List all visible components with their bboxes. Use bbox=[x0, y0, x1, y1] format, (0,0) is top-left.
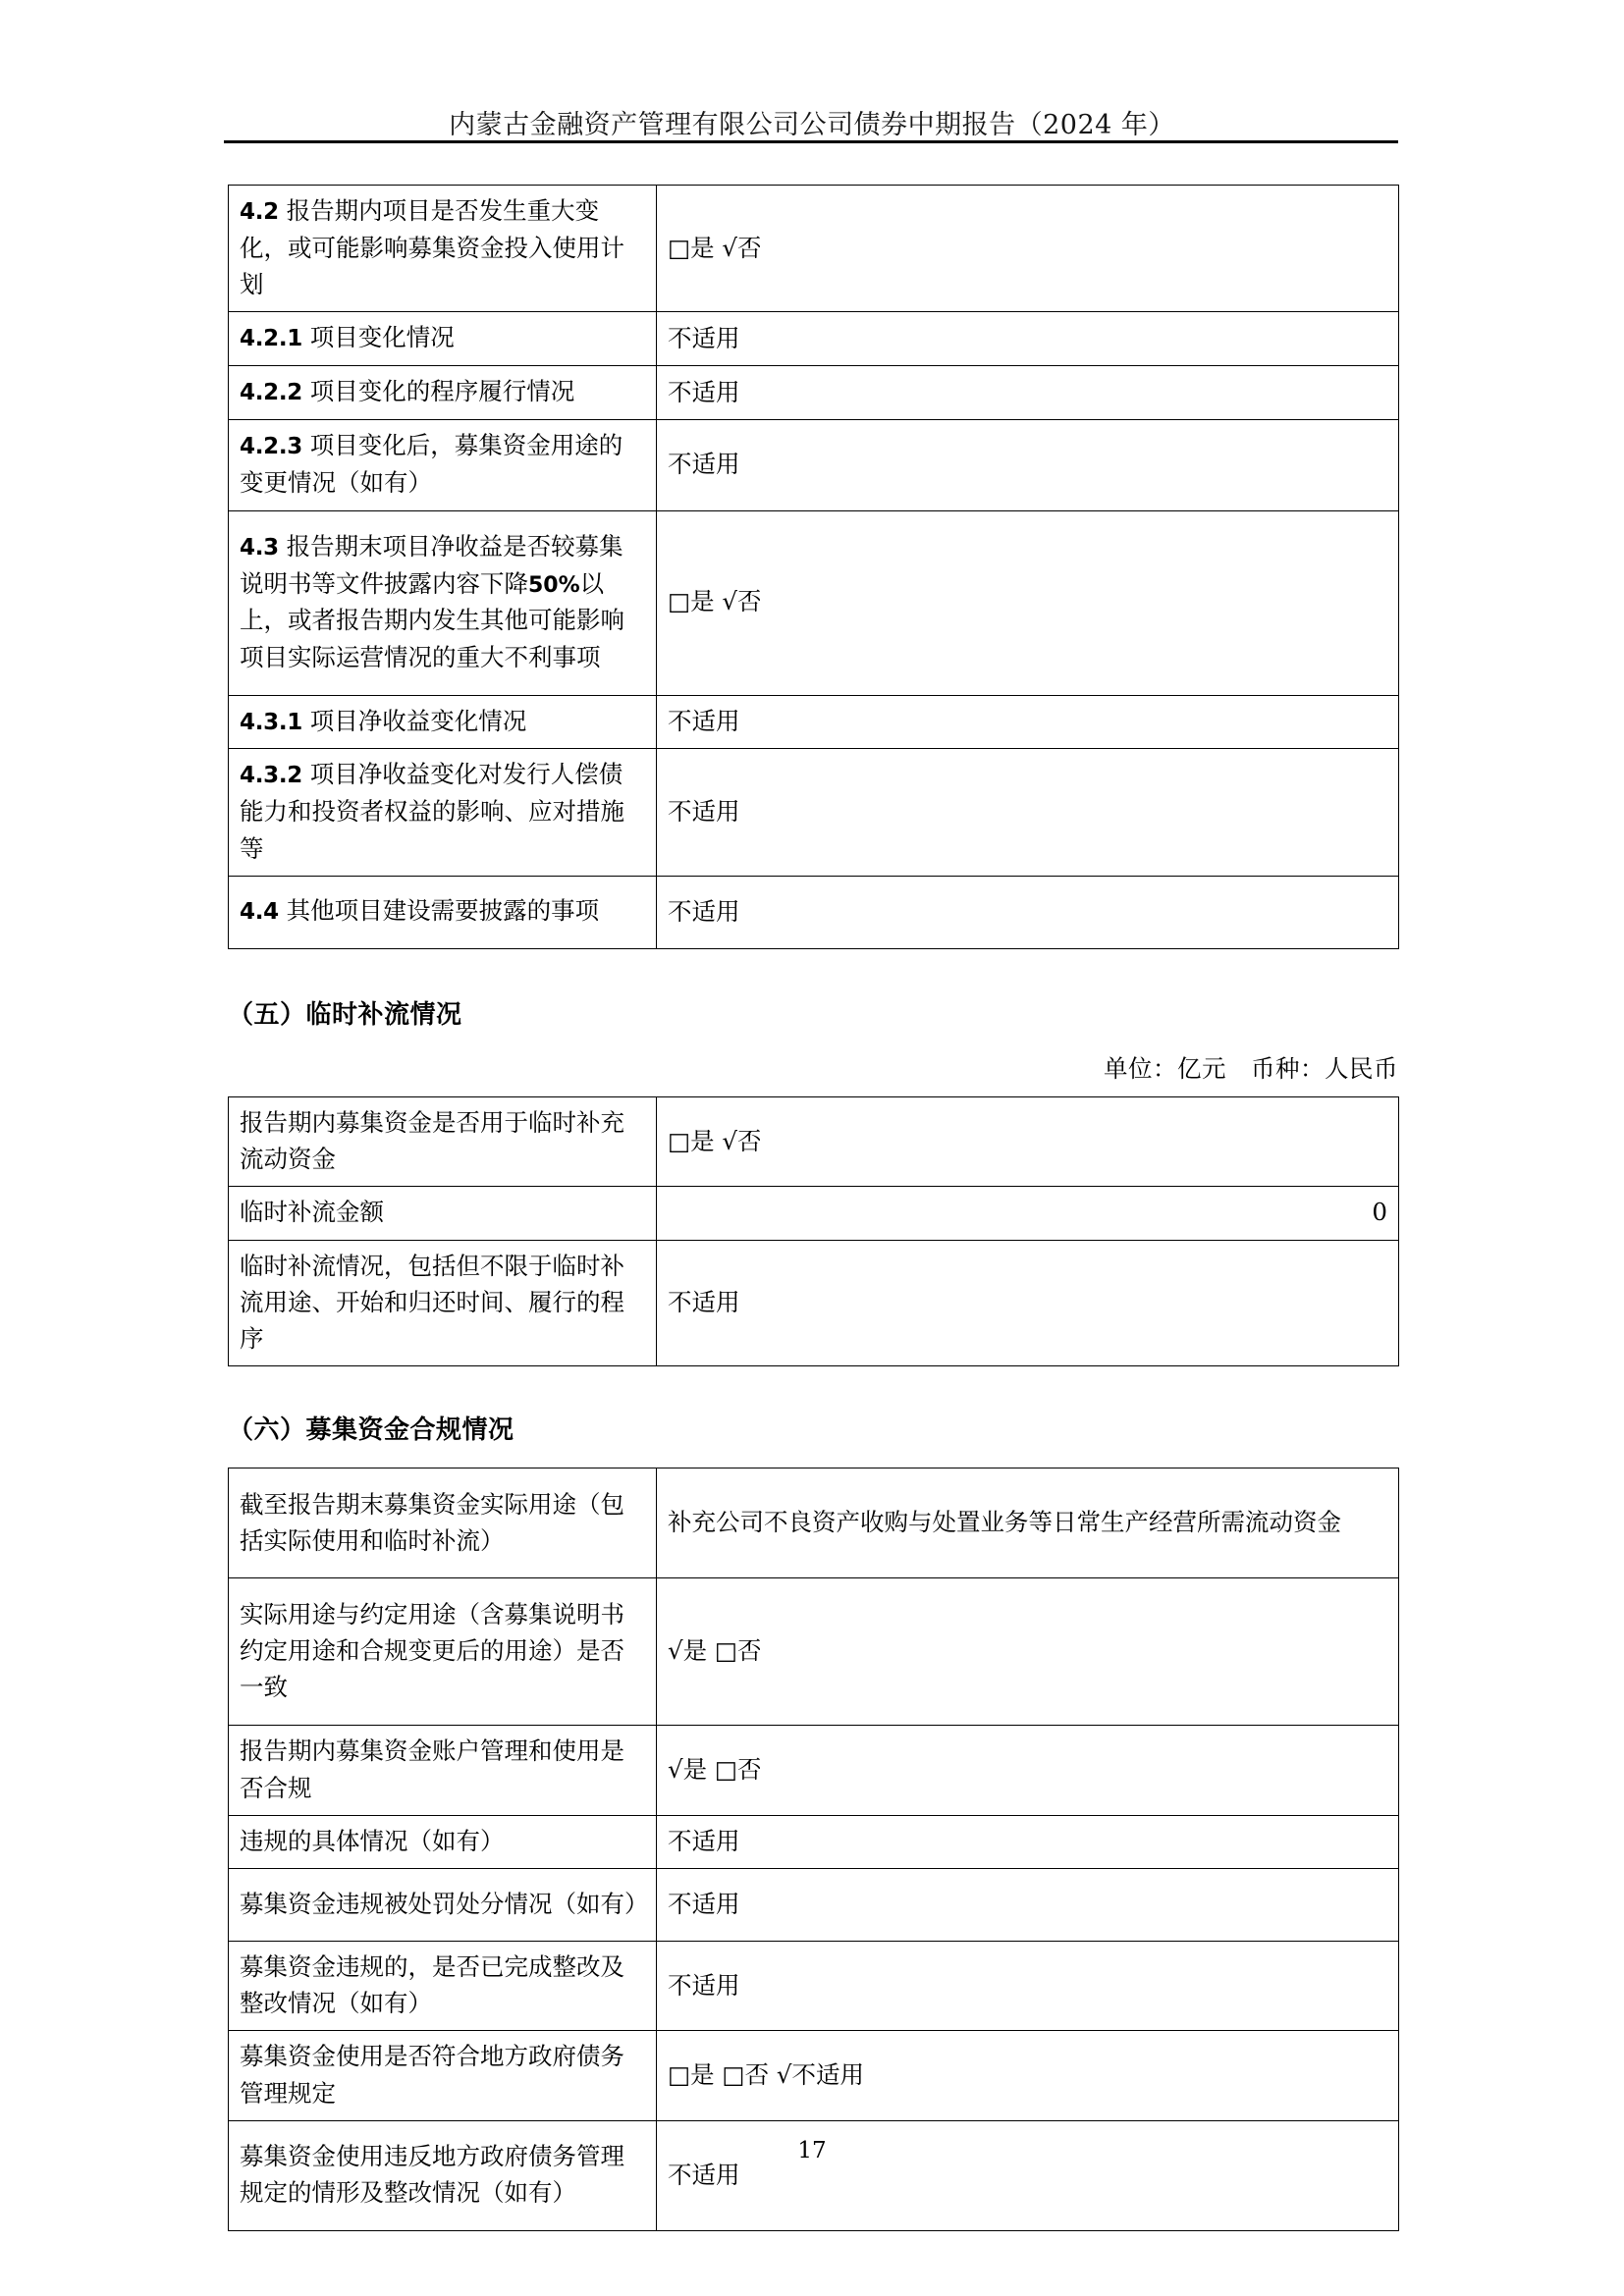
row-value-temp-detail: 不适用 bbox=[657, 1240, 1399, 1366]
table-row bbox=[229, 186, 1399, 312]
table-row bbox=[229, 1468, 1399, 1578]
row-label-percent: 50% bbox=[528, 573, 580, 599]
row-value-temp-used bbox=[657, 1096, 1399, 1186]
row-value-local-debt-violation: 不适用 bbox=[657, 2120, 1399, 2230]
row-label-text: 报告期内募集资金是否用于临时补充流动资金 bbox=[240, 1107, 624, 1174]
table-row bbox=[229, 1096, 1399, 1186]
row-value-actual-use: 补充公司不良资产收购与处置业务等日常生产经营所需流动资金 bbox=[657, 1468, 1399, 1578]
choice-group[interactable]: □是 √否 bbox=[668, 587, 762, 616]
choice-group[interactable]: □是 √否 bbox=[668, 233, 762, 262]
page-number: 17 bbox=[797, 2138, 827, 2163]
table-row bbox=[229, 1942, 1399, 2031]
row-label-local-debt-rule bbox=[229, 2031, 657, 2120]
row-value-4-3-1: 不适用 bbox=[657, 695, 1399, 749]
choice-group[interactable]: □是 □否 √不适用 bbox=[668, 2060, 864, 2090]
choice-group[interactable]: √是 □否 bbox=[668, 1754, 762, 1784]
temporary-supplement-table bbox=[228, 1096, 1399, 1366]
row-label-text: 临时补流情况，包括但不限于临时补流用途、开始和归还时间、履行的程序 bbox=[240, 1251, 624, 1354]
row-label-text: 违规的具体情况（如有） bbox=[240, 1826, 505, 1855]
table-row bbox=[229, 420, 1399, 510]
table-row bbox=[229, 312, 1399, 366]
choice-group[interactable]: □是 √否 bbox=[668, 1126, 762, 1155]
row-label-4-2-2 bbox=[229, 366, 657, 420]
row-value-penalty: 不适用 bbox=[657, 1869, 1399, 1942]
row-label-text: 项目变化情况 bbox=[309, 323, 455, 352]
table-row bbox=[229, 1726, 1399, 1815]
row-label-4-2-3 bbox=[229, 420, 657, 510]
table-row bbox=[229, 1869, 1399, 1942]
row-value-4-2-3: 不适用 bbox=[657, 420, 1399, 510]
header-title: 内蒙古金融资产管理有限公司公司债券中期报告（2024 年） bbox=[449, 110, 1175, 140]
table-row bbox=[229, 876, 1399, 948]
row-value-use-consistent bbox=[657, 1578, 1399, 1726]
header-rule bbox=[224, 140, 1398, 143]
row-label-text: 项目变化后，募集资金用途的变更情况（如有） bbox=[240, 431, 623, 498]
table-row bbox=[229, 1187, 1399, 1240]
project-change-table bbox=[228, 185, 1399, 949]
row-value-temp-amount: 0 bbox=[657, 1187, 1399, 1240]
row-label-text: 募集资金违规的，是否已完成整改及整改情况（如有） bbox=[240, 1952, 624, 2018]
row-label-temp-amount bbox=[229, 1187, 657, 1240]
row-value-rectification: 不适用 bbox=[657, 1942, 1399, 2031]
row-label-text: 项目净收益变化情况 bbox=[309, 706, 527, 735]
row-number: 4.2.2 bbox=[240, 380, 302, 406]
row-value-account-compliance bbox=[657, 1726, 1399, 1815]
row-label-4-3-2 bbox=[229, 749, 657, 876]
row-number: 4.2.1 bbox=[240, 326, 302, 352]
row-number: 4.4 bbox=[240, 899, 279, 926]
row-number: 4.2.3 bbox=[240, 434, 302, 460]
section-heading-five: （五）临时补流情况 bbox=[228, 999, 462, 1030]
row-value-4-2-2: 不适用 bbox=[657, 366, 1399, 420]
row-label-text: 实际用途与约定用途（含募集说明书约定用途和合规变更后的用途）是否一致 bbox=[240, 1599, 624, 1702]
row-label-rectification bbox=[229, 1942, 657, 2031]
row-label-4-2 bbox=[229, 186, 657, 312]
row-label-text: 报告期内项目是否发生重大变化，或可能影响募集资金投入使用计划 bbox=[240, 196, 624, 299]
row-label-text: 临时补流金额 bbox=[240, 1198, 384, 1227]
row-label-4-3 bbox=[229, 510, 657, 695]
row-label-text: 项目净收益变化对发行人偿债能力和投资者权益的影响、应对措施等 bbox=[240, 760, 624, 863]
table-row bbox=[229, 510, 1399, 695]
row-label-use-consistent bbox=[229, 1578, 657, 1726]
row-number: 4.3.2 bbox=[240, 763, 302, 789]
row-number: 4.3.1 bbox=[240, 709, 302, 735]
row-value-local-debt-rule bbox=[657, 2031, 1399, 2120]
row-label-account-compliance bbox=[229, 1726, 657, 1815]
row-label-temp-detail bbox=[229, 1240, 657, 1366]
row-label-4-3-1 bbox=[229, 695, 657, 749]
row-value-4-3 bbox=[657, 510, 1399, 695]
row-label-violation-detail bbox=[229, 1815, 657, 1868]
row-label-text: 募集资金违规被处罚处分情况（如有） bbox=[240, 1889, 649, 1918]
row-number: 4.3 bbox=[240, 535, 279, 561]
table-row bbox=[229, 1240, 1399, 1366]
row-label-text: 募集资金使用是否符合地方政府债务管理规定 bbox=[240, 2042, 624, 2108]
row-value-4-2-1: 不适用 bbox=[657, 312, 1399, 366]
row-label-actual-use bbox=[229, 1468, 657, 1578]
document-content bbox=[228, 185, 1398, 2231]
table-row bbox=[229, 1578, 1399, 1726]
row-label-text: 项目变化的程序履行情况 bbox=[309, 377, 575, 406]
row-label-text: 报告期内募集资金账户管理和使用是否合规 bbox=[240, 1736, 624, 1802]
choice-group[interactable]: √是 □否 bbox=[668, 1636, 762, 1666]
table-row bbox=[229, 695, 1399, 749]
row-value-4-2 bbox=[657, 186, 1399, 312]
fund-compliance-table bbox=[228, 1468, 1399, 2231]
unit-note-five: 单位：亿元 币种：人民币 bbox=[1104, 1053, 1398, 1083]
table-row bbox=[229, 2031, 1399, 2120]
table-row bbox=[229, 366, 1399, 420]
row-value-4-3-2: 不适用 bbox=[657, 749, 1399, 876]
row-label-4-4 bbox=[229, 876, 657, 948]
row-value-4-4: 不适用 bbox=[657, 876, 1399, 948]
row-label-penalty bbox=[229, 1869, 657, 1942]
table-row bbox=[229, 749, 1399, 876]
row-label-text: 其他项目建设需要披露的事项 bbox=[286, 896, 600, 926]
row-label-text: 募集资金使用违反地方政府债务管理规定的情形及整改情况（如有） bbox=[240, 2142, 624, 2208]
row-label-text-part2: 以上，或者报告期内发生其他可能影响项目实际运营情况的重大不利事项 bbox=[240, 569, 624, 671]
row-value-violation-detail: 不适用 bbox=[657, 1815, 1399, 1868]
table-row bbox=[229, 1815, 1399, 1868]
row-label-temp-used bbox=[229, 1096, 657, 1186]
row-number: 4.2 bbox=[240, 199, 279, 225]
section-heading-six: （六）募集资金合规情况 bbox=[228, 1415, 514, 1446]
row-label-text: 截至报告期末募集资金实际用途（包括实际使用和临时补流） bbox=[240, 1489, 624, 1555]
page-header bbox=[0, 110, 1624, 141]
row-label-4-2-1 bbox=[229, 312, 657, 366]
row-label-text-part1: 报告期末项目净收益是否较募集说明书等文件披露内容下降 bbox=[240, 532, 623, 599]
